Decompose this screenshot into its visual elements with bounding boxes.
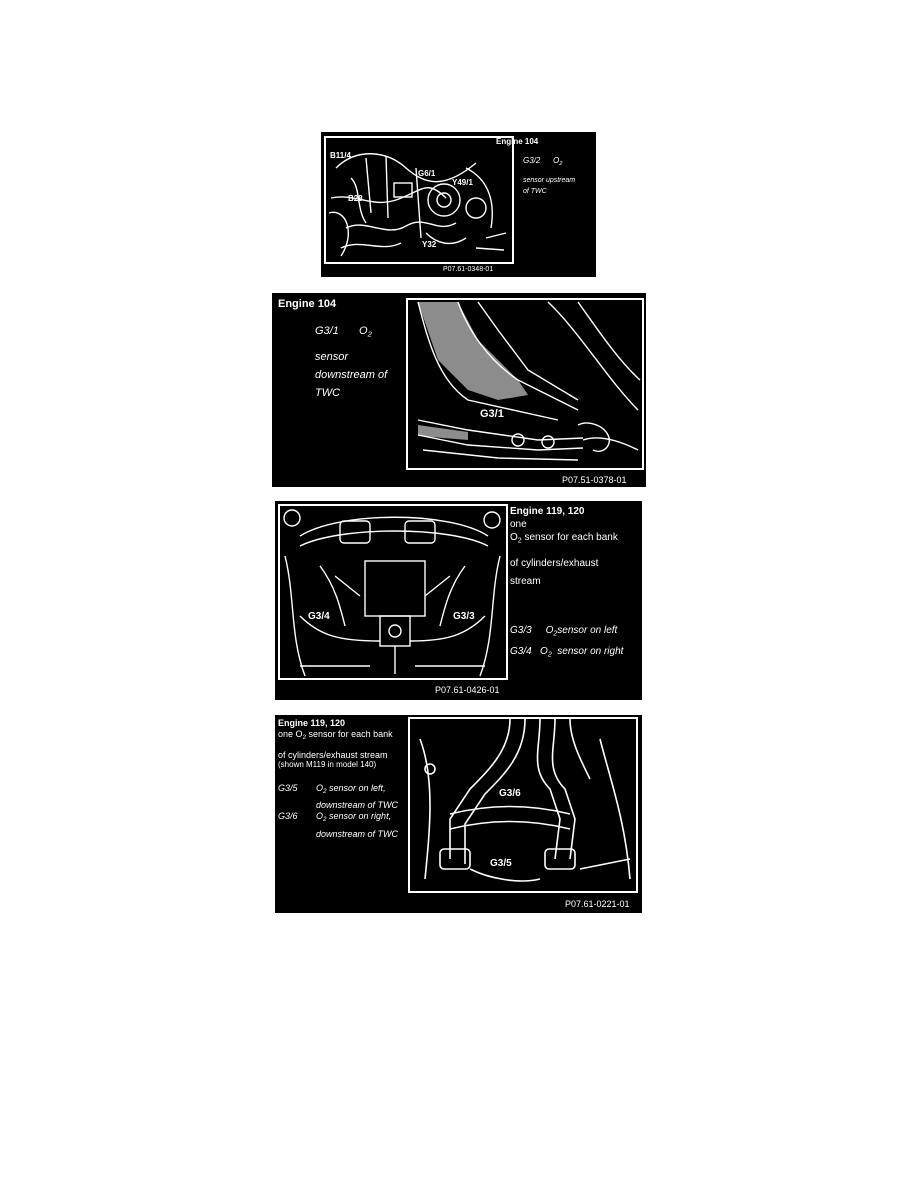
engine-photo-4 (408, 717, 638, 893)
fig2-callout-code: G3/1 (315, 325, 339, 337)
figure-engine-119-120-downstream (275, 715, 642, 913)
label-g3-1-fig2: G3/1 (480, 408, 504, 420)
fig3-line3: of cylinders/exhaust (510, 558, 599, 569)
fig1-title: Engine 104 (496, 137, 539, 146)
fig3-ref: P07.61-0426-01 (435, 685, 500, 695)
fig1-ref: P07.61-0348-01 (443, 266, 494, 273)
fig3-row2: G3/4 $O_2$ sensor on right (510, 646, 624, 659)
figure-engine-119-120-sensors (275, 501, 642, 700)
fig1-callout-o2: $O_2$ (553, 156, 563, 167)
exhaust-illustration-4 (410, 719, 636, 891)
fig2-title: Engine 104 (278, 298, 337, 310)
engine-photo-3 (278, 504, 508, 680)
fig2-desc-line1: sensor (315, 351, 349, 363)
fig2-callout-o2: $O_2$ (359, 325, 372, 339)
fig2-ref: P07.51-0378-01 (562, 475, 627, 485)
fig4-row1-text: $O_2$ sensor on left, (316, 783, 386, 796)
fig4-row2-code: G3/6 (278, 811, 298, 821)
label-y32: Y32 (422, 240, 437, 249)
manifold-illustration-3 (280, 506, 506, 678)
label-y49-1: Y49/1 (452, 178, 473, 187)
fig3-line1: one (510, 519, 527, 530)
fig3-line2: $O_2$ sensor for each bank (510, 532, 618, 545)
fig3-title: Engine 119, 120 (510, 506, 585, 517)
exhaust-illustration-2 (408, 300, 642, 468)
label-g3-6-fig4: G3/6 (499, 788, 521, 799)
fig4-row1-code: G3/5 (278, 783, 298, 793)
fig2-desc-line2: downstream of (315, 369, 388, 381)
label-b28: B28 (348, 194, 363, 203)
fig4-ref: P07.61-0221-01 (565, 899, 630, 909)
label-g3-3-fig3: G3/3 (453, 611, 475, 622)
fig2-desc-line3: TWC (315, 387, 341, 399)
fig1-callout-code: G3/2 (523, 156, 541, 165)
fig4-title: Engine 119, 120 (278, 718, 346, 728)
engine-photo-1 (324, 136, 514, 264)
fig4-row2-text: $O_2$ sensor on right, (316, 811, 392, 824)
fig3-row1: G3/3 $O_2sensor$ on left (510, 625, 618, 638)
fig4-row1-line2: downstream of TWC (316, 800, 399, 810)
label-g3-4-fig3: G3/4 (308, 611, 330, 622)
figure-engine-104-downstream (272, 293, 646, 487)
fig4-line1: one $O_2$ sensor for each bank (278, 729, 393, 742)
fig4-line2: of cylinders/exhaust stream (278, 750, 388, 760)
label-g3-5-fig4: G3/5 (490, 858, 512, 869)
label-g6-1: G6/1 (418, 169, 436, 178)
fig4-row2-line2: downstream of TWC (316, 829, 399, 839)
fig4-line3: (shown M119 in model 140) (278, 760, 377, 769)
fig1-desc-line2: of TWC (523, 188, 547, 195)
figure-engine-104-upstream (321, 132, 596, 277)
fig3-line4: stream (510, 576, 541, 587)
fig1-desc-line1: sensor upstream (523, 177, 576, 184)
label-b11-4: B11/4 (330, 151, 351, 160)
engine-photo-2 (406, 298, 644, 470)
